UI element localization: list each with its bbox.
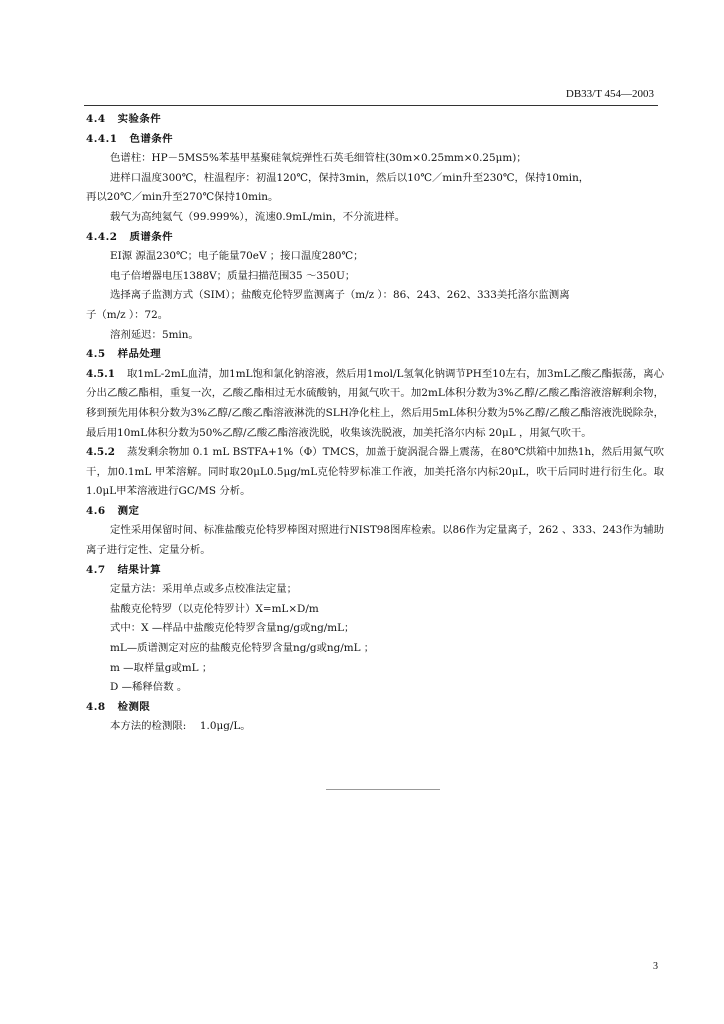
section-4-4-1-heading xyxy=(86,130,664,150)
oven-program-line-2: 再以20℃／min升至270℃保持10min。 xyxy=(86,191,279,204)
section-number: 4.5.1 xyxy=(86,367,115,380)
paragraph-text: 取1mL-2mL血清，加1mL饱和氯化钠溶液，然后用1mol/L氢氧化钠调节PH至10左右，加3mL乙酸乙酯振荡，离心分出乙酸乙酯相，重复一次，乙酸乙酯相过无水硫酸钠，用氮气吹干。加2mL体积分数为3%乙醇/乙酸乙酯溶液溶解剩余物，移到预先用体积分数为3%乙醇/乙酸乙酯溶液淋洗的SLH净化柱上，然后用5mL体积分数为5%乙醇/乙酸乙酯溶液洗脱除杂，最后用10mL体积分数为50%乙醇/乙酸乙酯溶液洗脱，收集该洗脱液，加美托洛尔内标 20μL ，用氮气吹干。 xyxy=(86,367,664,439)
ms-source: EI源 源温230℃；电子能量70eV ；接口温度280℃； xyxy=(110,250,364,263)
section-title: 样品处理 xyxy=(117,348,162,361)
section-title: 质谱条件 xyxy=(129,230,173,243)
section-4-7-heading xyxy=(86,561,664,581)
section-number: 4.8 xyxy=(86,700,106,713)
end-of-text-divider xyxy=(326,789,440,790)
carrier-gas: 载气为高纯氦气（99.999%），流速0.9mL/min，不分流进样。 xyxy=(110,210,406,223)
calc-formula: 盐酸克伦特罗（以克伦特罗计）X=mL×D/m xyxy=(110,602,319,615)
ms-multiplier: 电子倍增器电压1388V；质量扫描范围35 ～350U； xyxy=(110,269,356,282)
section-4-4-2-heading xyxy=(86,228,664,248)
section-number: 4.5 xyxy=(86,348,106,361)
section-4-5-2-paragraph xyxy=(86,443,664,502)
section-4-5-heading xyxy=(86,345,664,365)
oven-program-line-1: 进样口温度300℃，柱温程序：初温120℃，保持3min，然后以10℃／min升至230℃，保持10min， xyxy=(110,171,590,184)
document-code: DB33/T 454—2003 xyxy=(565,88,654,100)
section-title: 实验条件 xyxy=(117,113,162,125)
calc-method: 定量方法：采用单点或多点校准法定量； xyxy=(110,583,298,596)
calc-def-ml: mL—质谱测定对应的盐酸克伦特罗含量ng/g或ng/mL ； xyxy=(110,642,375,655)
paragraph-text: 蒸发剩余物加 0.1 mL BSTFA+1%（Φ）TMCS，加盖于旋涡混合器上震荡，在80℃烘箱中加热1h，然后用氮气吹干，加0.1mL 甲苯溶解。同时取20μL0.5μg/mL克伦特罗标准工作液，加美托洛尔内标20μL，吹干后同时进行衍生化。取1.0μL甲苯溶液进行GC/MS 分析。 xyxy=(86,446,664,498)
calc-def-m: m —取样量g或mL ； xyxy=(110,661,213,674)
section-number: 4.7 xyxy=(86,563,106,576)
calc-def-x: 式中：X —样品中盐酸克伦特罗含量ng/g或ng/mL； xyxy=(110,622,355,635)
section-title: 检测限 xyxy=(117,700,151,713)
header-divider xyxy=(84,105,658,106)
section-number: 4.6 xyxy=(86,504,106,517)
section-number: 4.4.1 xyxy=(86,132,118,145)
detection-limit: 本方法的检测限: 1.0μg/L。 xyxy=(110,720,251,733)
solvent-delay: 溶剂延迟：5min。 xyxy=(110,328,199,341)
ms-sim-line-2: 子（m/z ）：72。 xyxy=(86,308,169,321)
section-number: 4.4.2 xyxy=(86,230,118,243)
section-4-4-heading xyxy=(86,110,664,130)
section-4-5-1-paragraph xyxy=(86,365,664,443)
calc-def-d: D —稀释倍数 。 xyxy=(110,681,188,694)
section-number: 4.4 xyxy=(86,113,106,125)
section-4-6-paragraph: 定性采用保留时间、标准盐酸克伦特罗棒图对照进行NIST98图库检索。以86作为定量离子，262 、333、243作为辅助离子进行定性、定量分析。 xyxy=(86,524,664,557)
ms-sim-line-1: 选择离子监测方式（SIM）；盐酸克伦特罗监测离子（m/z ）：86、243、262、333美托洛尔监测离 xyxy=(110,289,570,302)
column-spec: 色谱柱：HP－5MS5%苯基甲基聚硅氧烷弹性石英毛细管柱(30m×0.25mm×0.25μm)； xyxy=(110,152,527,165)
section-title: 测定 xyxy=(117,504,140,517)
section-number: 4.5.2 xyxy=(86,446,115,459)
page-number: 3 xyxy=(653,961,658,972)
section-title: 色谱条件 xyxy=(129,132,173,145)
section-4-6-heading xyxy=(86,502,664,522)
document-body xyxy=(86,110,664,737)
section-title: 结果计算 xyxy=(117,563,162,576)
section-4-8-heading xyxy=(86,698,664,718)
